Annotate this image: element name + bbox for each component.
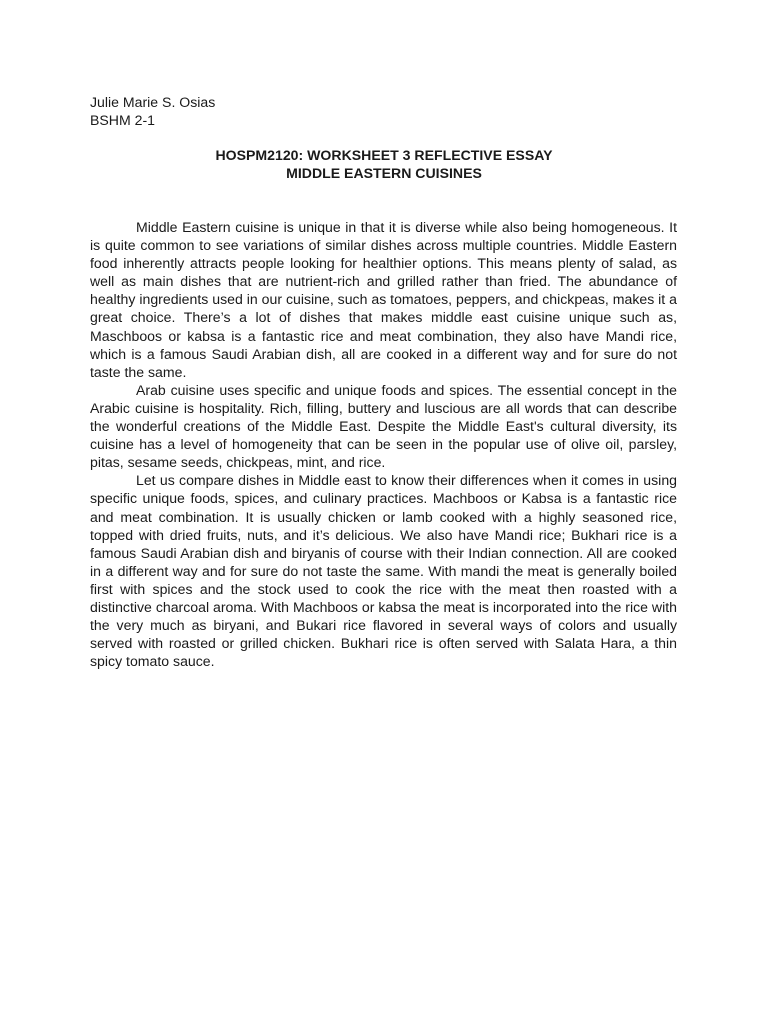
author-name: Julie Marie S. Osias: [90, 94, 216, 110]
essay-subtitle: MIDDLE EASTERN CUISINES: [286, 165, 482, 181]
paragraph: Middle Eastern cuisine is unique in that it is diverse while also being homogeneous. It is quite common to see variations of similar dishes across multiple countries. Middle Eastern food inherently attracts people looking for healthier options. This means plenty of salad, as well as main dishes that are nutrient-rich and grilled rather than fried. The abundance of healthy ingredients used in our cuisine, such as tomatoes, peppers, and chickpeas, makes it a great choice. There’s a lot of dishes that makes middle east cuisine unique such as, Maschboos or kabsa is a fantastic rice and meat combination, they also have Mandi rice, which is a famous Saudi Arabian dish, all are cooked in a different way and for sure do not taste the same.: [90, 219, 677, 380]
paragraph: Let us compare dishes in Middle east to know their differences when it comes in using specific unique foods, spices, and culinary practices. Machboos or Kabsa is a fantastic rice and meat combination. It is usually chicken or lamb cooked with a highly seasoned rice, topped with dried fruits, nuts, and it’s delicious. We also have Mandi rice; Bukhari rice is a famous Saudi Arabian dish and biryanis of course with their Indian connection. All are cooked in a different way and for sure do not taste the same. With mandi the meat is generally boiled first with spices and the stock used to cook the rice with the meat then roasted with a distinctive charcoal aroma. With Machboos or kabsa the meat is incorporated into the rice with the very much as biryani, and Bukari rice flavored in several ways of colors and usually served with roasted or grilled chicken. Bukhari rice is often served with Salata Hara, a thin spicy tomato sauce.: [90, 472, 677, 670]
essay-body: [90, 218, 677, 670]
author-section: BSHM 2-1: [90, 112, 156, 129]
paragraph: Arab cuisine uses specific and unique foods and spices. The essential concept in the Arabic cuisine is hospitality. Rich, filling, buttery and luscious are all words that can describe the wonderful creations of the Middle East. Despite the Middle East's cultural diversity, its cuisine has a level of homogeneity that can be seen in the popular use of olive oil, parsley, pitas, sesame seeds, chickpeas, mint, and rice.: [90, 381, 677, 471]
worksheet-title: HOSPM2120: WORKSHEET 3 REFLECTIVE ESSAY: [215, 147, 553, 163]
author-block: [90, 93, 215, 129]
